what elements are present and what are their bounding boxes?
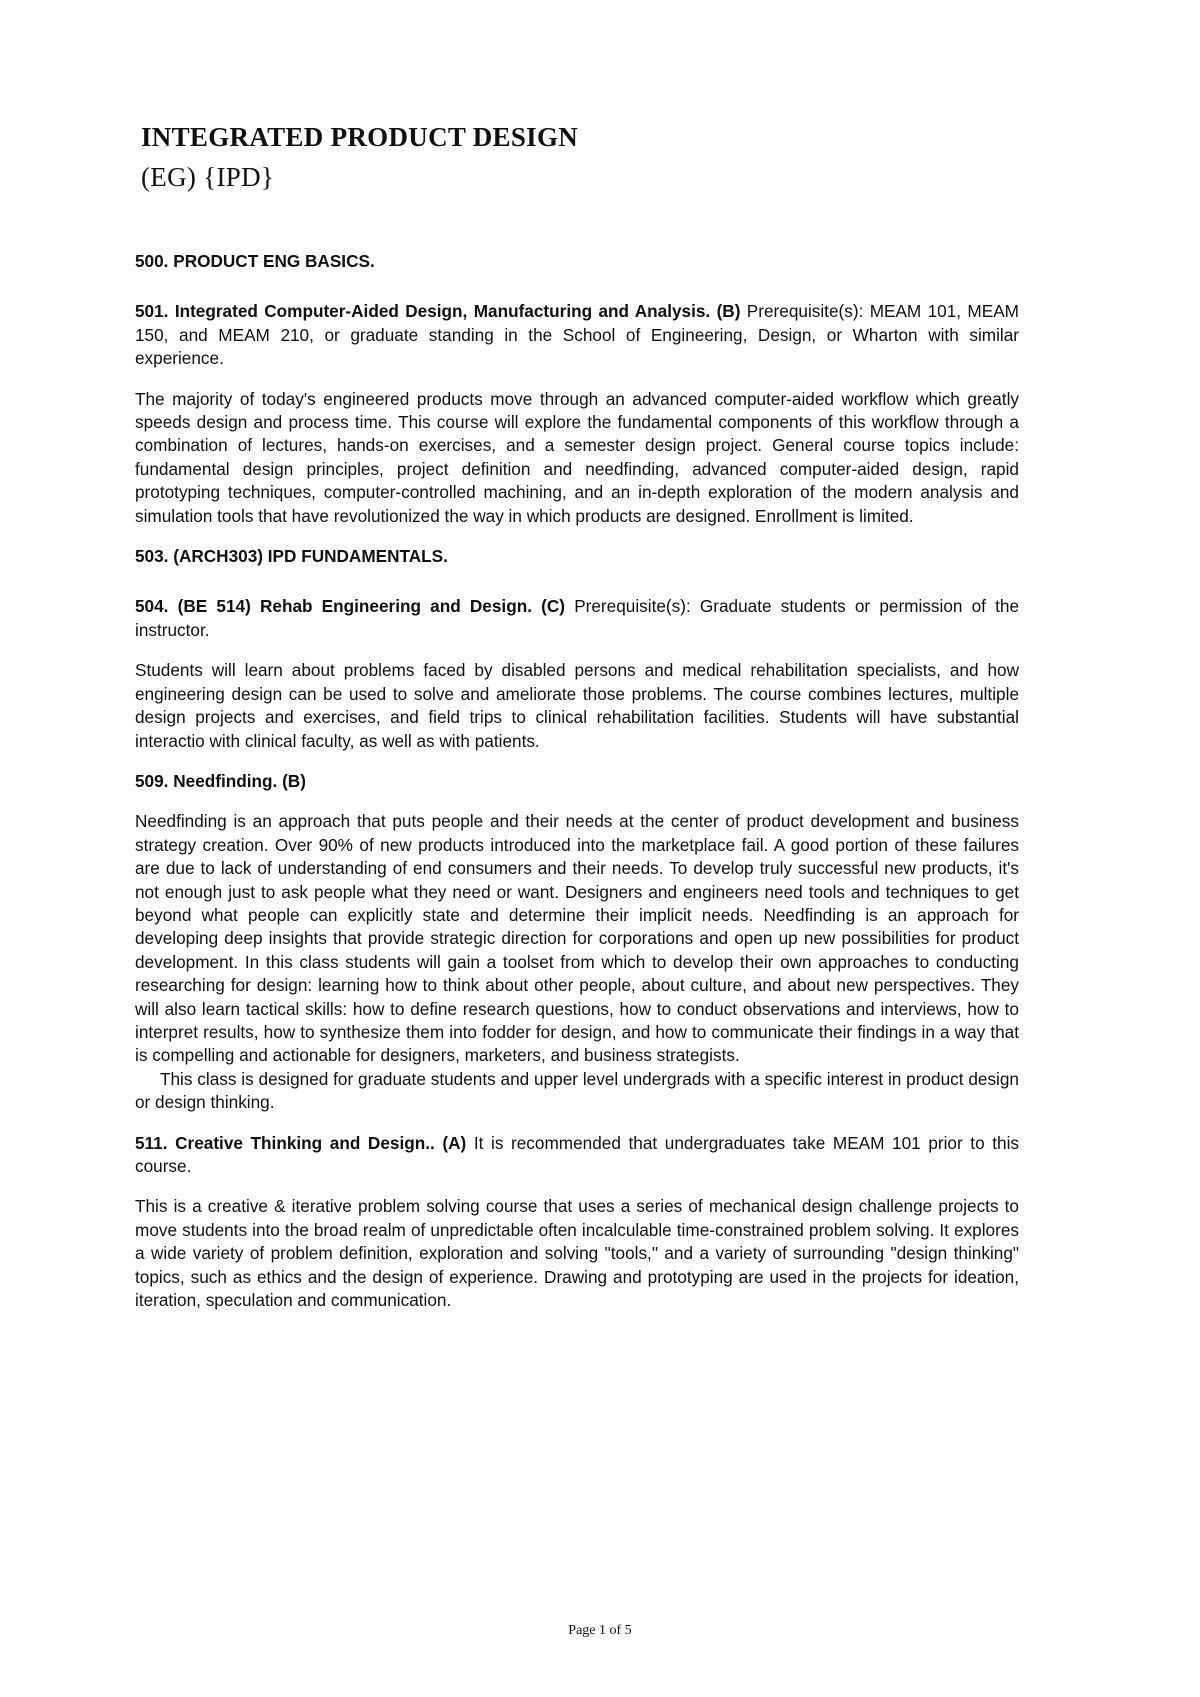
course-list <box>135 250 1019 1329</box>
course-511 <box>135 1132 1019 1179</box>
course-504-heading: 504. (BE 514) Rehab Engineering and Design. (C) <box>135 596 566 617</box>
course-504-description: Students will learn about problems faced by disabled persons and medical rehabilitation specialists, and how engineering design can be used to solve and ameliorate those problems. The course combines lectures, multiple design projects and exercises, and field trips to clinical rehabilitation facilities. Students will have substantial interactio with clinical faculty, as well as with patients. <box>135 660 1019 751</box>
course-509-heading: 509. Needfinding. (B) <box>135 770 306 791</box>
page-number: Page 1 of 5 <box>568 1623 632 1638</box>
course-511-prereq: It is recommended that undergraduates take MEAM 101 prior to this course. <box>135 1132 1019 1176</box>
course-504-prereq: Prerequisite(s): Graduate students or permission of the instructor. <box>135 596 1020 640</box>
course-511-heading: 511. Creative Thinking and Design.. (A) <box>135 1132 467 1153</box>
course-509-description-2: This class is designed for graduate students and upper level undergrads with a specific interest in product design or design thinking. <box>135 1068 1019 1113</box>
course-501-prereq: Prerequisite(s): MEAM 101, MEAM 150, and MEAM 210, or graduate standing in the School of Engineering, Design, or Wharton with similar experience. <box>135 301 1019 369</box>
document-subtitle: (EG) {IPD} <box>141 162 275 192</box>
course-501-description: The majority of today's engineered products move through an advanced computer-aided workflow which greatly speeds design and process time. This course will explore the fundamental components of this workflow through a combination of lectures, hands-on exercises, and a semester design project. General course topics include: fundamental design principles, project definition and needfinding, advanced computer-aided design, rapid prototyping techniques, computer-controlled machining, and an in-depth exploration of the modern analysis and simulation tools that have revolutionized the way in which products are designed. Enrollment is limited. <box>135 388 1019 526</box>
course-501-heading: 501. Integrated Computer-Aided Design, Manufacturing and Analysis. (B) <box>135 301 741 322</box>
course-504 <box>135 595 1019 642</box>
course-503 <box>135 545 1019 568</box>
course-511-description: This is a creative & iterative problem solving course that uses a series of mechanical design challenge projects to move students into the broad realm of unpredictable often incalculable time-constrained problem solving. It explores a wide variety of problem definition, exploration and solving "tools," and a variety of surrounding "design thinking" topics, such as ethics and the design of experience. Drawing and prototyping are used in the projects for ideation, iteration, speculation and communication. <box>135 1196 1019 1311</box>
course-501 <box>135 300 1019 370</box>
course-500 <box>135 250 1019 273</box>
course-509 <box>135 770 1019 793</box>
document-title: INTEGRATED PRODUCT DESIGN <box>141 122 579 152</box>
course-503-heading: 503. (ARCH303) IPD FUNDAMENTALS. <box>135 546 448 567</box>
course-500-heading: 500. PRODUCT ENG BASICS. <box>135 251 375 271</box>
course-509-description: Needfinding is an approach that puts people and their needs at the center of product development and business strategy creation. Over 90% of new products introduced into the marketplace fail. A good portion of these failures are due to lack of understanding of end consumers and their needs. To develop truly successful new products, it's not enough just to ask people what they need or want. Designers and engineers need tools and techniques to get beyond what people can explicitly state and determine their implicit needs. Needfinding is an approach for developing deep insights that provide strategic direction for corporations and open up new possibilities for product development. In this class students will gain a toolset from which to develop their own approaches to conducting researching for design: learning how to think about other people, about culture, and about new perspectives. They will also learn tactical skills: how to define research questions, how to conduct observations and interviews, how to interpret results, how to synthesize them into fodder for design, and how to communicate their findings in a way that is compelling and actionable for designers, marketers, and business strategists. <box>135 811 1019 1066</box>
